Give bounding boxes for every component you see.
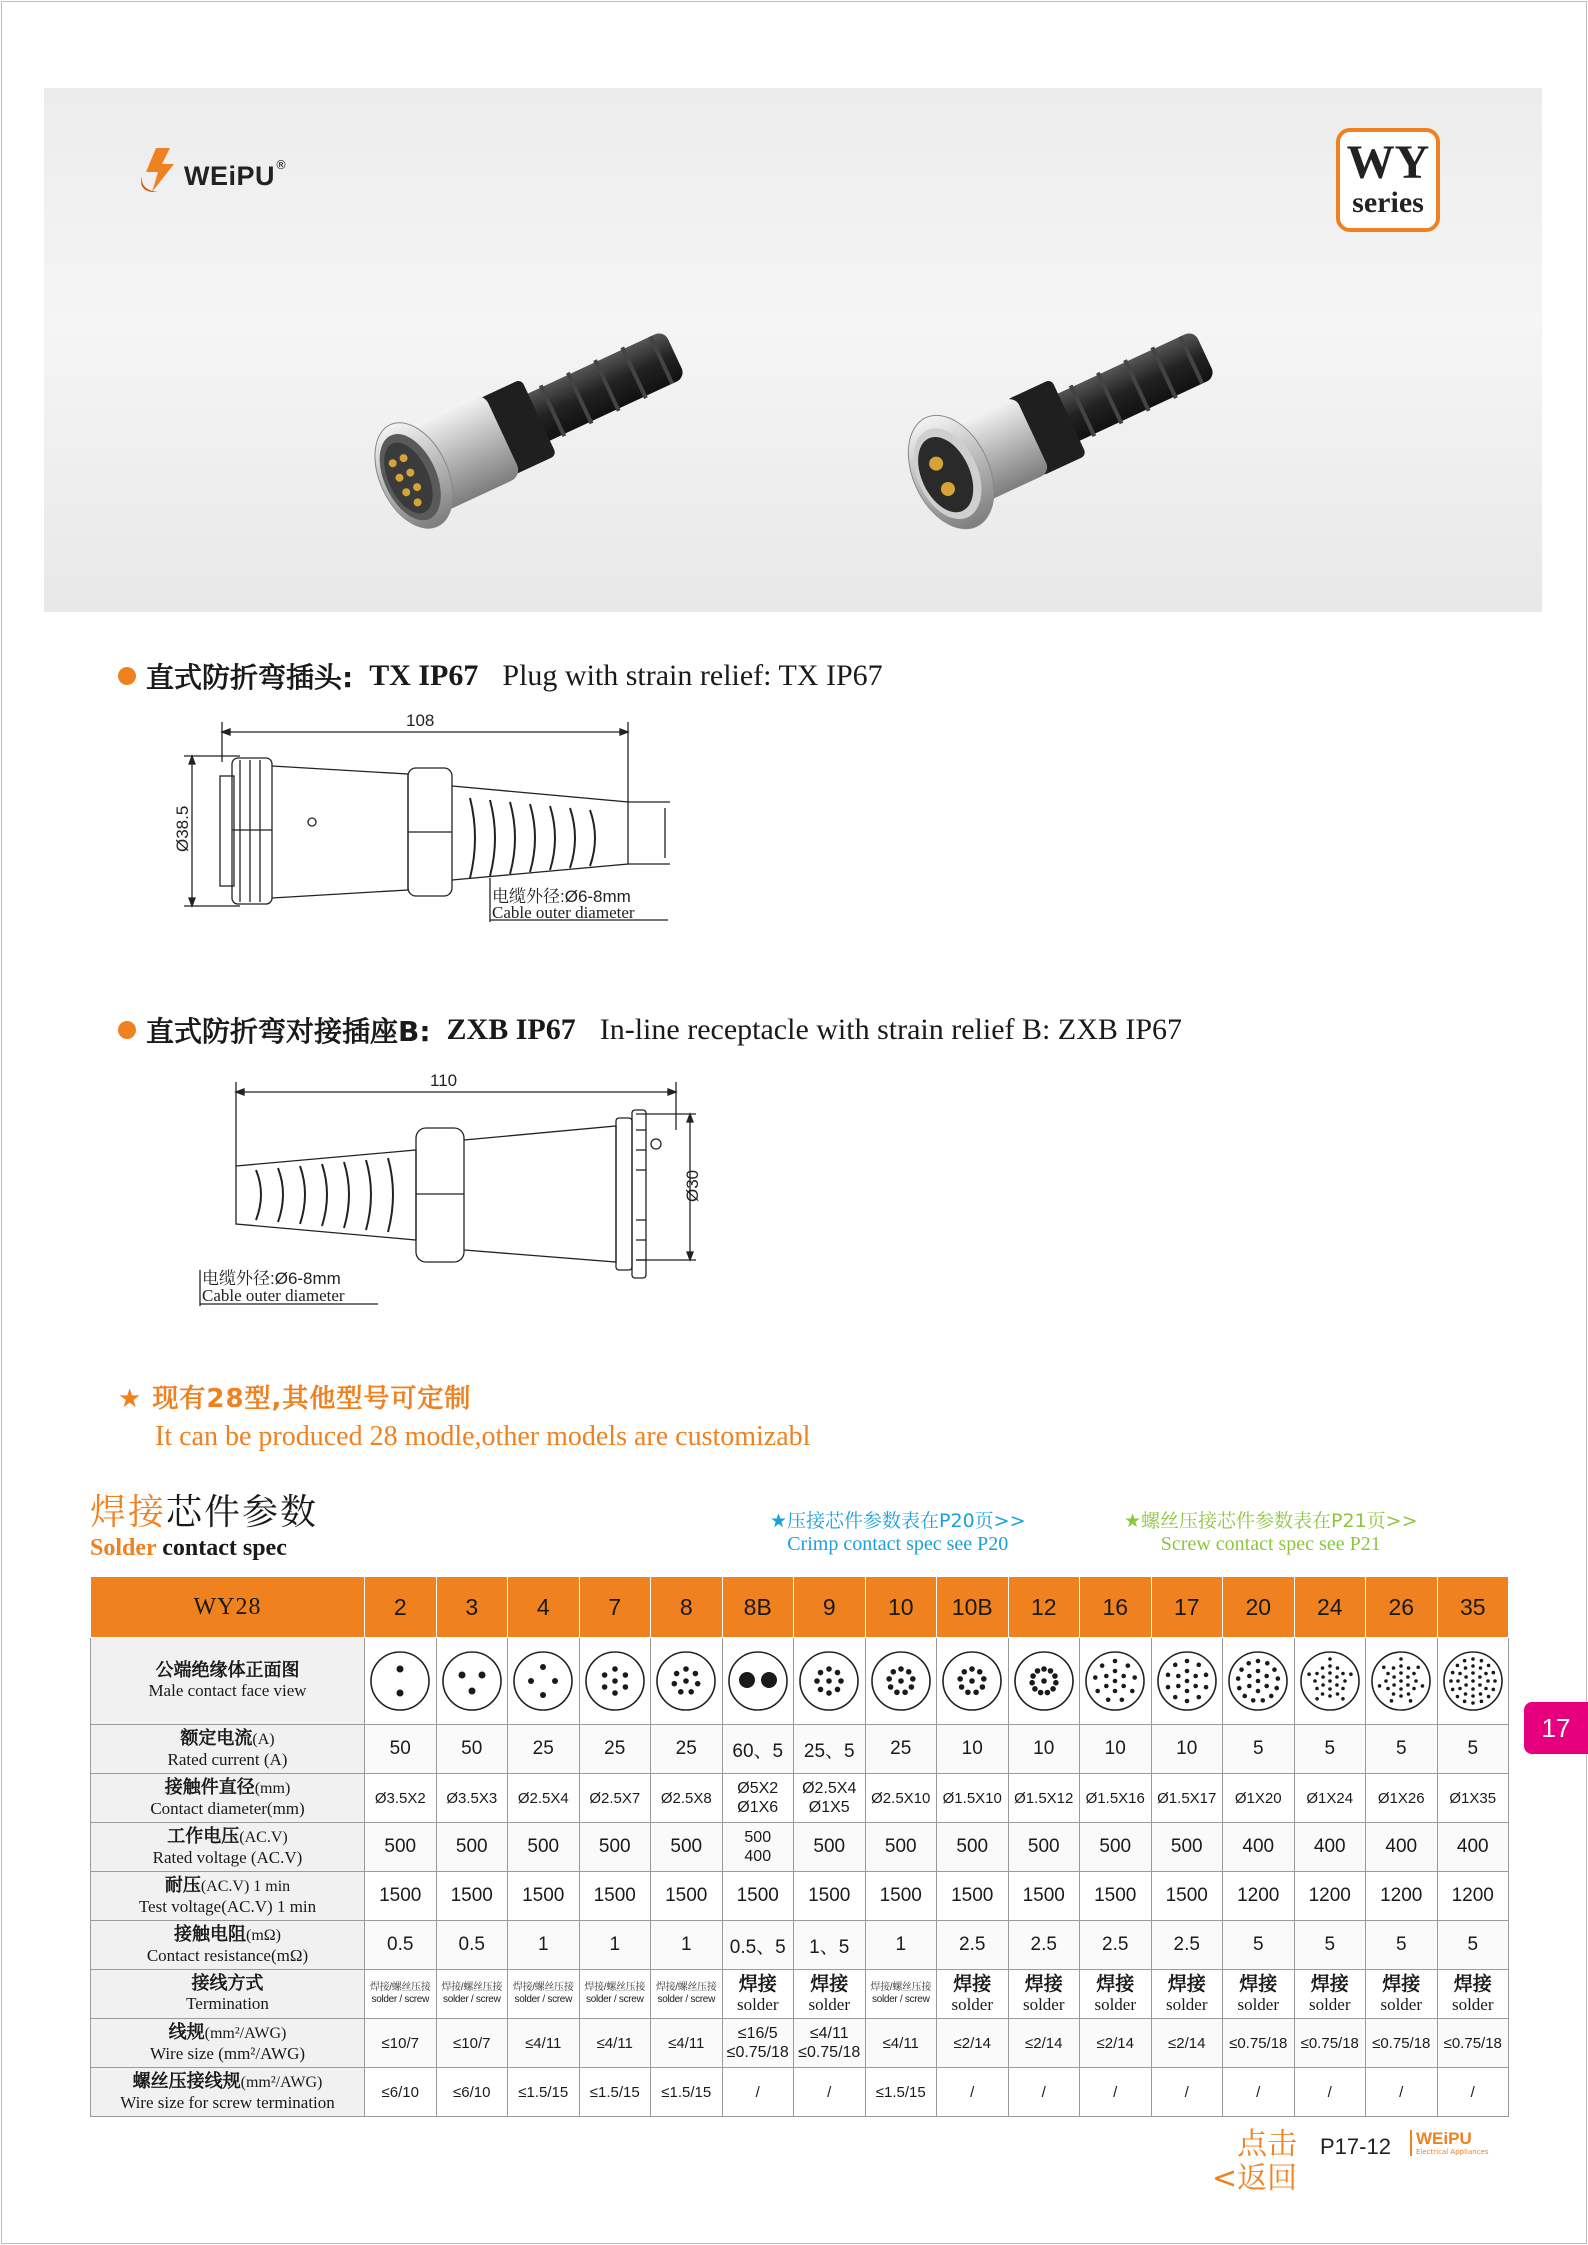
cell-termination: 焊接 solder: [1008, 1970, 1080, 2019]
row-label-en: Wire size (mm²/AWG): [149, 2043, 306, 2063]
spec-title-cn-a: 焊接: [90, 1492, 167, 1533]
cell-current: 25: [651, 1725, 723, 1774]
cell-test: 1500: [365, 1872, 437, 1921]
cell-wire: ≤0.75/18: [1223, 2019, 1295, 2068]
table-header-row: [91, 1577, 1509, 1638]
cell-wire: ≤2/14: [1080, 2019, 1152, 2068]
cell-diameter: Ø2.5X10: [865, 1774, 937, 1823]
column-header: 10B: [937, 1577, 1009, 1638]
row-label-en: Contact diameter(mm): [150, 1798, 305, 1818]
cell-wire: ≤4/11: [651, 2019, 723, 2068]
row-label-cn: 工作电压(AC.V): [167, 1825, 288, 1847]
bullet-icon: [118, 667, 136, 685]
cell-resistance: 0.5、5: [722, 1921, 794, 1970]
face-view-cell: [794, 1638, 866, 1725]
cell-diameter: Ø1.5X16: [1080, 1774, 1152, 1823]
cell-test: 1500: [722, 1872, 794, 1921]
column-header: 24: [1294, 1577, 1366, 1638]
product-banner: [44, 88, 1542, 612]
cell-diameter: Ø2.5X7: [579, 1774, 651, 1823]
cell-current: 50: [436, 1725, 508, 1774]
row-label-en: Termination: [186, 1994, 269, 2013]
spec-title-cn-b: 芯件参数: [166, 1492, 319, 1533]
cell-test: 1500: [436, 1872, 508, 1921]
pin-layout-icon: [1441, 1649, 1505, 1713]
cell-diameter: Ø1.5X10: [937, 1774, 1009, 1823]
spec-title-en-b: contact spec: [156, 1535, 287, 1561]
row-label-cn: 螺丝压接线规(mm²/AWG): [132, 2070, 323, 2092]
cell-screw_wire: /: [1366, 2068, 1438, 2117]
spec-table: [90, 1576, 1509, 2117]
cell-voltage: 500: [794, 1823, 866, 1872]
row-label-termination: [91, 1970, 365, 2019]
cell-diameter: Ø1X24: [1294, 1774, 1366, 1823]
screw-spec-link[interactable]: [1124, 1510, 1418, 1556]
series-word: series: [1352, 186, 1424, 219]
cell-voltage: 500: [1008, 1823, 1080, 1872]
page-tab[interactable]: 17: [1524, 1702, 1588, 1754]
cell-termination: 焊接 solder: [1366, 1970, 1438, 2019]
table-row: [91, 1823, 1509, 1872]
cell-termination: 焊接/螺丝压接 solder / screw: [865, 1970, 937, 2019]
footer-logo-sub: Electrical Appliances: [1416, 2148, 1489, 2156]
row-label-en: Rated voltage (AC.V): [152, 1847, 303, 1867]
cell-screw_wire: /: [1151, 2068, 1223, 2117]
cell-screw_wire: /: [1437, 2068, 1509, 2117]
cell-current: 10: [1008, 1725, 1080, 1774]
table-row: [91, 1921, 1509, 1970]
receptacle-cable-cn: 电缆外径:Ø6-8mm: [202, 1269, 341, 1288]
face-view-cell: [508, 1638, 580, 1725]
pin-layout-icon: [1298, 1649, 1362, 1713]
plug-diameter-label: Ø38.5: [173, 805, 192, 852]
cell-test: 1500: [794, 1872, 866, 1921]
cell-screw_wire: ≤6/10: [436, 2068, 508, 2117]
pin-layout-icon: [1083, 1649, 1147, 1713]
face-view-cell: [937, 1638, 1009, 1725]
cell-wire: ≤2/14: [937, 2019, 1009, 2068]
row-label-test: [91, 1872, 365, 1921]
cell-current: 10: [1151, 1725, 1223, 1774]
cell-voltage: 400: [1366, 1823, 1438, 1872]
cell-wire: ≤0.75/18: [1366, 2019, 1438, 2068]
cell-termination: 焊接 solder: [937, 1970, 1009, 2019]
cell-resistance: 1: [508, 1921, 580, 1970]
cell-wire: ≤4/11: [508, 2019, 580, 2068]
cell-diameter: Ø1X35: [1437, 1774, 1509, 1823]
cell-current: 25: [865, 1725, 937, 1774]
cell-diameter: Ø2.5X4: [508, 1774, 580, 1823]
customizable-en: It can be produced 28 modle,other models are customizabl: [155, 1421, 811, 1452]
cell-termination: 焊接 solder: [794, 1970, 866, 2019]
crimp-spec-link[interactable]: [770, 1510, 1026, 1556]
table-row: [91, 1725, 1509, 1774]
cell-screw_wire: ≤1.5/15: [508, 2068, 580, 2117]
pin-layout-icon: [511, 1649, 575, 1713]
spec-title-en-a: Solder: [90, 1535, 157, 1561]
row-label-cn: 线规(mm²/AWG): [168, 2021, 287, 2043]
receptacle-photo: [874, 278, 1274, 578]
cell-resistance: 5: [1437, 1921, 1509, 1970]
cell-termination: 焊接/螺丝压接 solder / screw: [365, 1970, 437, 2019]
cell-wire: ≤10/7: [365, 2019, 437, 2068]
row-label-cn: 接触件直径(mm): [164, 1776, 291, 1798]
row-label-en: Test voltage(AC.V) 1 min: [138, 1896, 317, 1916]
cell-screw_wire: /: [722, 2068, 794, 2117]
cell-diameter: Ø3.5X3: [436, 1774, 508, 1823]
plug-heading: [118, 656, 883, 696]
column-header: 3: [436, 1577, 508, 1638]
series-badge: [1336, 128, 1440, 232]
column-header: 2: [365, 1577, 437, 1638]
series-code: WY: [1346, 136, 1430, 189]
cell-resistance: 2.5: [1151, 1921, 1223, 1970]
plug-photo: [344, 278, 744, 578]
cell-test: 1500: [651, 1872, 723, 1921]
cell-termination: 焊接/螺丝压接 solder / screw: [508, 1970, 580, 2019]
face-view-cell: [1080, 1638, 1152, 1725]
receptacle-diameter-label: Ø30: [683, 1169, 702, 1202]
face-view-cell: [365, 1638, 437, 1725]
row-label-en: Rated current (A): [167, 1749, 288, 1769]
row-label-cn: 公端绝缘体正面图: [155, 1660, 300, 1681]
cell-voltage: 400: [1294, 1823, 1366, 1872]
cell-screw_wire: /: [1294, 2068, 1366, 2117]
cell-resistance: 2.5: [1080, 1921, 1152, 1970]
footer-logo-text: WEiPU: [1416, 2129, 1472, 2148]
face-view-cell: [1151, 1638, 1223, 1725]
cell-voltage: 500: [508, 1823, 580, 1872]
cell-wire: ≤2/14: [1008, 2019, 1080, 2068]
pin-layout-icon: [797, 1649, 861, 1713]
cell-screw_wire: ≤1.5/15: [651, 2068, 723, 2117]
row-label-en: Contact resistance(mΩ): [146, 1945, 309, 1965]
cell-termination: 焊接/螺丝压接 solder / screw: [579, 1970, 651, 2019]
cell-termination: 焊接 solder: [1080, 1970, 1152, 2019]
cell-test: 1500: [1080, 1872, 1152, 1921]
column-header: 17: [1151, 1577, 1223, 1638]
column-header: 7: [579, 1577, 651, 1638]
cell-wire: ≤0.75/18: [1294, 2019, 1366, 2068]
pin-layout-icon: [368, 1649, 432, 1713]
pin-layout-icon: [869, 1649, 933, 1713]
cell-termination: 焊接/螺丝压接 solder / screw: [436, 1970, 508, 2019]
cell-voltage: 400: [1437, 1823, 1509, 1872]
cell-wire: ≤4/11 ≤0.75/18: [794, 2019, 866, 2068]
screw-link-cn: ★螺丝压接芯件参数表在P21页>>: [1124, 1510, 1418, 1532]
plug-heading-code: TX IP67: [369, 659, 479, 692]
receptacle-heading-en: In-line receptacle with strain relief B: ZXB IP67: [599, 1013, 1183, 1046]
cell-voltage: 500: [579, 1823, 651, 1872]
cell-resistance: 5: [1223, 1921, 1295, 1970]
back-link[interactable]: [1212, 2128, 1297, 2196]
receptacle-heading-cn: 直式防折弯对接插座B:: [146, 1015, 431, 1048]
cell-current: 5: [1366, 1725, 1438, 1774]
cell-test: 1500: [1008, 1872, 1080, 1921]
receptacle-length-label: 110: [430, 1071, 458, 1090]
cell-resistance: 0.5: [436, 1921, 508, 1970]
row-label-current: [91, 1725, 365, 1774]
face-view-cell: [865, 1638, 937, 1725]
cell-current: 60、5: [722, 1725, 794, 1774]
cell-wire: ≤4/11: [579, 2019, 651, 2068]
face-view-cell: [1294, 1638, 1366, 1725]
cell-voltage: 500 400: [722, 1823, 794, 1872]
cell-test: 1500: [508, 1872, 580, 1921]
plug-heading-en: Plug with strain relief: TX IP67: [502, 659, 883, 692]
back-label: <返回: [1212, 2161, 1298, 2196]
cell-wire: ≤2/14: [1151, 2019, 1223, 2068]
row-label-wire: [91, 2019, 365, 2068]
pin-layout-icon: [940, 1649, 1004, 1713]
plug-length-label: 108: [406, 712, 435, 730]
cell-current: 25: [508, 1725, 580, 1774]
column-header: 4: [508, 1577, 580, 1638]
cell-test: 1500: [1151, 1872, 1223, 1921]
row-label-en: Male contact face view: [148, 1681, 307, 1700]
row-label-cn: 耐压(AC.V) 1 min: [164, 1874, 291, 1896]
cell-screw_wire: ≤1.5/15: [579, 2068, 651, 2117]
pin-layout-icon: [726, 1649, 790, 1713]
row-label-screw_wire: [91, 2068, 365, 2117]
cell-diameter: Ø3.5X2: [365, 1774, 437, 1823]
cell-screw_wire: /: [1080, 2068, 1152, 2117]
cell-wire: ≤16/5 ≤0.75/18: [722, 2019, 794, 2068]
row-label-face: [91, 1638, 365, 1725]
row-label-resistance: [91, 1921, 365, 1970]
cell-wire: ≤10/7: [436, 2019, 508, 2068]
cell-resistance: 1: [651, 1921, 723, 1970]
table-row: [91, 1970, 1509, 2019]
cell-current: 25: [579, 1725, 651, 1774]
row-label-voltage: [91, 1823, 365, 1872]
cell-diameter: Ø1.5X17: [1151, 1774, 1223, 1823]
cell-voltage: 500: [365, 1823, 437, 1872]
cell-diameter: Ø1X20: [1223, 1774, 1295, 1823]
pin-layout-icon: [1012, 1649, 1076, 1713]
table-row: [91, 1872, 1509, 1921]
pin-layout-icon: [583, 1649, 647, 1713]
face-view-cell: [1437, 1638, 1509, 1725]
receptacle-cable-en: Cable outer diameter: [202, 1286, 345, 1305]
column-header: 12: [1008, 1577, 1080, 1638]
face-view-cell: [579, 1638, 651, 1725]
cell-resistance: 5: [1294, 1921, 1366, 1970]
row-label-cn: 接触电阻(mΩ): [174, 1923, 281, 1945]
spec-title: [90, 1484, 318, 1562]
cell-diameter: Ø1X26: [1366, 1774, 1438, 1823]
column-header: 9: [794, 1577, 866, 1638]
cell-termination: 焊接 solder: [1223, 1970, 1295, 2019]
cell-screw_wire: /: [794, 2068, 866, 2117]
pin-layout-icon: [440, 1649, 504, 1713]
bullet-icon: [118, 1021, 136, 1039]
cell-current: 5: [1294, 1725, 1366, 1774]
cell-test: 1200: [1223, 1872, 1295, 1921]
row-label-cn: 额定电流(A): [180, 1727, 275, 1749]
cell-screw_wire: /: [1223, 2068, 1295, 2117]
model-header: WY28: [91, 1577, 365, 1638]
face-view-cell: [1366, 1638, 1438, 1725]
receptacle-drawing: [196, 1070, 736, 1310]
cell-current: 5: [1223, 1725, 1295, 1774]
cell-diameter: Ø2.5X8: [651, 1774, 723, 1823]
table-row: [91, 2068, 1509, 2117]
cell-screw_wire: ≤6/10: [365, 2068, 437, 2117]
cell-current: 50: [365, 1725, 437, 1774]
column-header: 26: [1366, 1577, 1438, 1638]
cell-screw_wire: ≤1.5/15: [865, 2068, 937, 2117]
row-label-diameter: [91, 1774, 365, 1823]
table-row-face: [91, 1638, 1509, 1725]
registered-mark: ®: [275, 158, 288, 172]
cell-voltage: 500: [937, 1823, 1009, 1872]
customizable-cn: ★ 现有28型,其他型号可定制: [118, 1384, 472, 1414]
cell-termination: 焊接/螺丝压接 solder / screw: [651, 1970, 723, 2019]
cell-termination: 焊接 solder: [1151, 1970, 1223, 2019]
cell-voltage: 500: [865, 1823, 937, 1872]
cell-diameter: Ø5X2 Ø1X6: [722, 1774, 794, 1823]
cell-resistance: 0.5: [365, 1921, 437, 1970]
cell-resistance: 1、5: [794, 1921, 866, 1970]
pin-layout-icon: [1226, 1649, 1290, 1713]
cell-screw_wire: /: [937, 2068, 1009, 2117]
cell-test: 1200: [1437, 1872, 1509, 1921]
cell-test: 1500: [865, 1872, 937, 1921]
cell-voltage: 500: [651, 1823, 723, 1872]
cell-voltage: 400: [1223, 1823, 1295, 1872]
table-row: [91, 2019, 1509, 2068]
logo-text: WEiPU: [184, 161, 276, 191]
pin-layout-icon: [1369, 1649, 1433, 1713]
column-header: 20: [1223, 1577, 1295, 1638]
cell-current: 25、5: [794, 1725, 866, 1774]
row-label-cn: 接线方式: [191, 1973, 264, 1994]
back-click-label: 点击: [1237, 2127, 1298, 2162]
cell-termination: 焊接 solder: [1294, 1970, 1366, 2019]
cell-test: 1200: [1366, 1872, 1438, 1921]
cell-resistance: 1: [865, 1921, 937, 1970]
column-header: 8: [651, 1577, 723, 1638]
cell-resistance: 5: [1366, 1921, 1438, 1970]
cell-current: 10: [1080, 1725, 1152, 1774]
cell-resistance: 1: [579, 1921, 651, 1970]
cell-voltage: 500: [436, 1823, 508, 1872]
column-header: 16: [1080, 1577, 1152, 1638]
pin-layout-icon: [1155, 1649, 1219, 1713]
plug-drawing: [170, 712, 690, 942]
cell-wire: ≤0.75/18: [1437, 2019, 1509, 2068]
weipu-logo-icon: [138, 146, 182, 194]
face-view-cell: [1008, 1638, 1080, 1725]
column-header: 8B: [722, 1577, 794, 1638]
cell-diameter: Ø1.5X12: [1008, 1774, 1080, 1823]
plug-cable-cn: 电缆外径:Ø6-8mm: [492, 887, 631, 906]
cell-voltage: 500: [1151, 1823, 1223, 1872]
cell-current: 10: [937, 1725, 1009, 1774]
cell-current: 5: [1437, 1725, 1509, 1774]
cell-termination: 焊接 solder: [1437, 1970, 1509, 2019]
cell-screw_wire: /: [1008, 2068, 1080, 2117]
row-label-en: Wire size for screw termination: [120, 2092, 335, 2112]
face-view-cell: [436, 1638, 508, 1725]
cell-wire: ≤4/11: [865, 2019, 937, 2068]
cell-test: 1500: [937, 1872, 1009, 1921]
brand-logo: [138, 146, 287, 194]
column-header: 10: [865, 1577, 937, 1638]
page-number: P17-12: [1320, 2134, 1391, 2159]
cell-test: 1500: [579, 1872, 651, 1921]
cell-resistance: 2.5: [937, 1921, 1009, 1970]
crimp-link-cn: ★压接芯件参数表在P20页>>: [770, 1510, 1026, 1532]
customizable-note: [118, 1378, 810, 1453]
face-view-cell: [651, 1638, 723, 1725]
receptacle-heading-code: ZXB IP67: [446, 1013, 576, 1046]
face-view-cell: [722, 1638, 794, 1725]
screw-link-en: Screw contact spec see P21: [1160, 1533, 1381, 1555]
crimp-link-en: Crimp contact spec see P20: [787, 1533, 1009, 1555]
plug-heading-cn: 直式防折弯插头:: [146, 661, 354, 694]
receptacle-heading: [118, 1010, 1182, 1050]
cell-resistance: 2.5: [1008, 1921, 1080, 1970]
footer-logo: [1410, 2130, 1489, 2156]
plug-cable-en: Cable outer diameter: [492, 903, 635, 922]
face-view-cell: [1223, 1638, 1295, 1725]
pin-layout-icon: [654, 1649, 718, 1713]
cell-diameter: Ø2.5X4 Ø1X5: [794, 1774, 866, 1823]
cell-test: 1200: [1294, 1872, 1366, 1921]
cell-termination: 焊接 solder: [722, 1970, 794, 2019]
cell-voltage: 500: [1080, 1823, 1152, 1872]
column-header: 35: [1437, 1577, 1509, 1638]
table-row: [91, 1774, 1509, 1823]
